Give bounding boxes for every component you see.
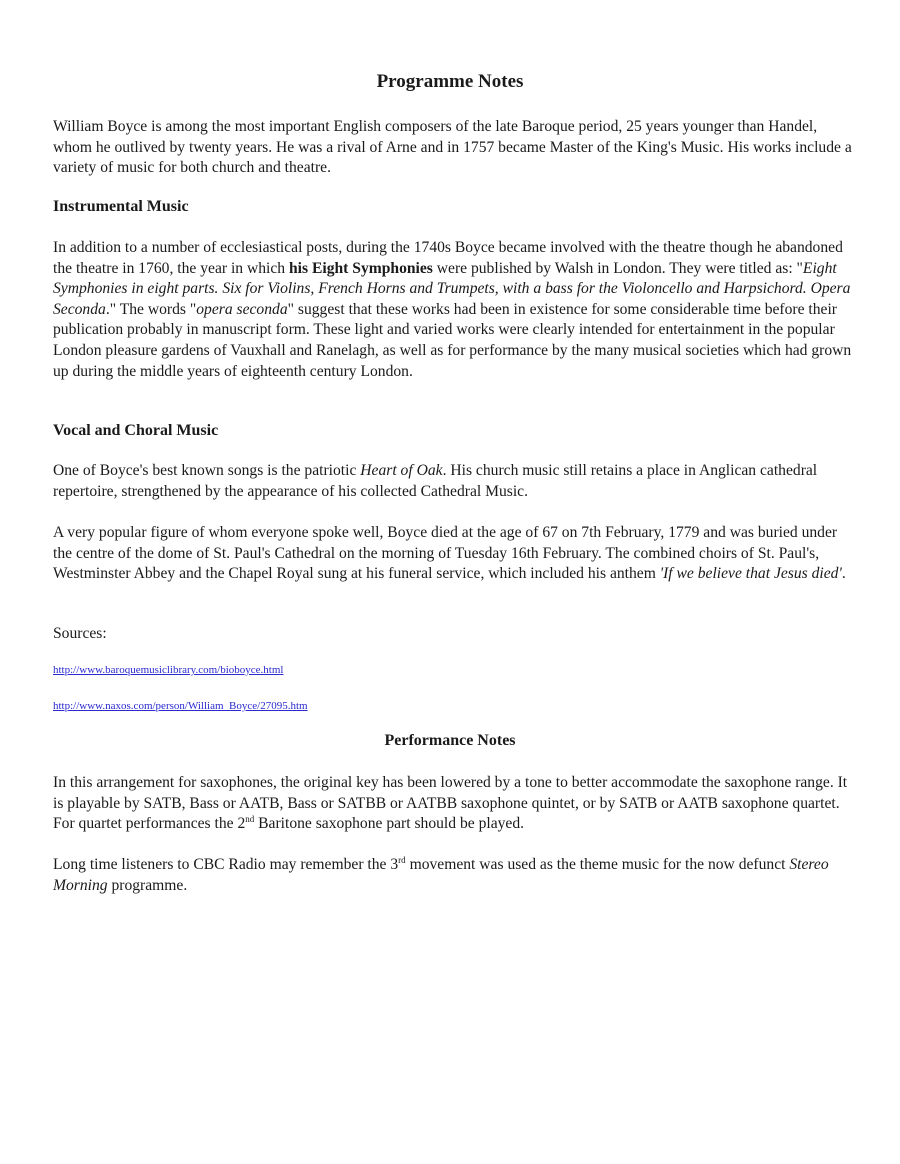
text-run: were published by Walsh in London. They were titled as: " xyxy=(432,259,803,277)
vocal-paragraph-1 xyxy=(53,461,853,502)
text-run: A very popular figure of whom everyone spoke well, Boyce died at the age of 67 on 7th February, 1779 and was buried under the centre of the dome of St. Paul's Cathedral on the morning of Tuesday 16th February. The combined choirs of St. Paul's, Westminster Abbey and the Chapel Royal sung at his funeral service, which included his anthem xyxy=(53,524,838,583)
text-run: . xyxy=(841,565,846,583)
italic-run: 'If we believe that Jesus died' xyxy=(659,565,842,583)
text-run: movement was used as the theme music for the now defunct xyxy=(405,856,790,873)
vocal-paragraph-2 xyxy=(53,523,853,585)
vocal-heading: Vocal and Choral Music xyxy=(53,422,219,439)
sources-label: Sources: xyxy=(53,625,107,642)
superscript: rd xyxy=(398,854,406,865)
performance-title: Performance Notes xyxy=(384,732,516,749)
source-link-2[interactable]: http://www.naxos.com/person/William_Boyce/27095.htm xyxy=(53,700,308,712)
bold-run: his Eight Symphonies xyxy=(289,259,433,277)
italic-run: Eight Symphonies in eight parts. Six for Violins, French Horns and Trumpets, with a bass for the Violoncello and Harpsichord. Opera Seconda xyxy=(53,259,851,318)
text-run: One of Boyce's best known songs is the patriotic xyxy=(53,462,361,479)
text-run: In this arrangement for saxophones, the original key has been lowered by a tone to better accommodate the saxophone range. It is playable by SATB, Bass or AATB, Bass or SATBB or AATBB saxophone quintet, or by SATB or AATB saxophone quartet. For quartet performances the 2 xyxy=(53,774,848,833)
source-link-1[interactable]: http://www.baroquemusiclibrary.com/bioboyce.html xyxy=(53,664,284,676)
text-run: " suggest that these works had been in existence for some considerable time before their publication probably in manuscript form. These light and varied works were clearly intended for entertainment in the popular London pleasure gardens of Vauxhall and Ranelagh, as well as for performance by the many musical societies which had grown up during the middle years of eighteenth century London. xyxy=(53,300,852,380)
italic-run: Stereo Morning xyxy=(53,856,829,894)
text-run: Long time listeners to CBC Radio may remember the 3 xyxy=(53,856,399,873)
text-run: In addition to a number of ecclesiastical posts, during the 1740s Boyce became involved with the theatre though he abandoned the theatre in 1760, the year in which xyxy=(53,239,843,277)
text-run: Baritone saxophone part should be played. xyxy=(254,815,525,833)
italic-run: opera seconda xyxy=(196,300,288,318)
intro-paragraph: William Boyce is among the most important English composers of the late Baroque period, 25 years younger than Handel, whom he outlived by twenty years. He was a rival of Arne and in 1757 became Master of the King's Music. His works include a variety of music for both church and theatre. xyxy=(53,118,852,177)
text-run: . His church music still retains a place in Anglican cathedral repertoire, strengthened by the appearance of his collected Cathedral Music. xyxy=(53,462,818,500)
italic-run: Heart of Oak xyxy=(360,462,443,479)
instrumental-heading: Instrumental Music xyxy=(53,198,189,215)
performance-paragraph-1 xyxy=(53,773,853,835)
page-title: Programme Notes xyxy=(376,71,524,92)
text-run: programme. xyxy=(107,876,188,894)
source-link-2-wrap xyxy=(53,695,853,717)
superscript: nd xyxy=(245,814,255,824)
performance-paragraph-2 xyxy=(53,855,853,896)
text-run: ." The words " xyxy=(105,300,197,318)
instrumental-paragraph xyxy=(53,238,853,382)
source-link-1-wrap xyxy=(53,659,853,681)
